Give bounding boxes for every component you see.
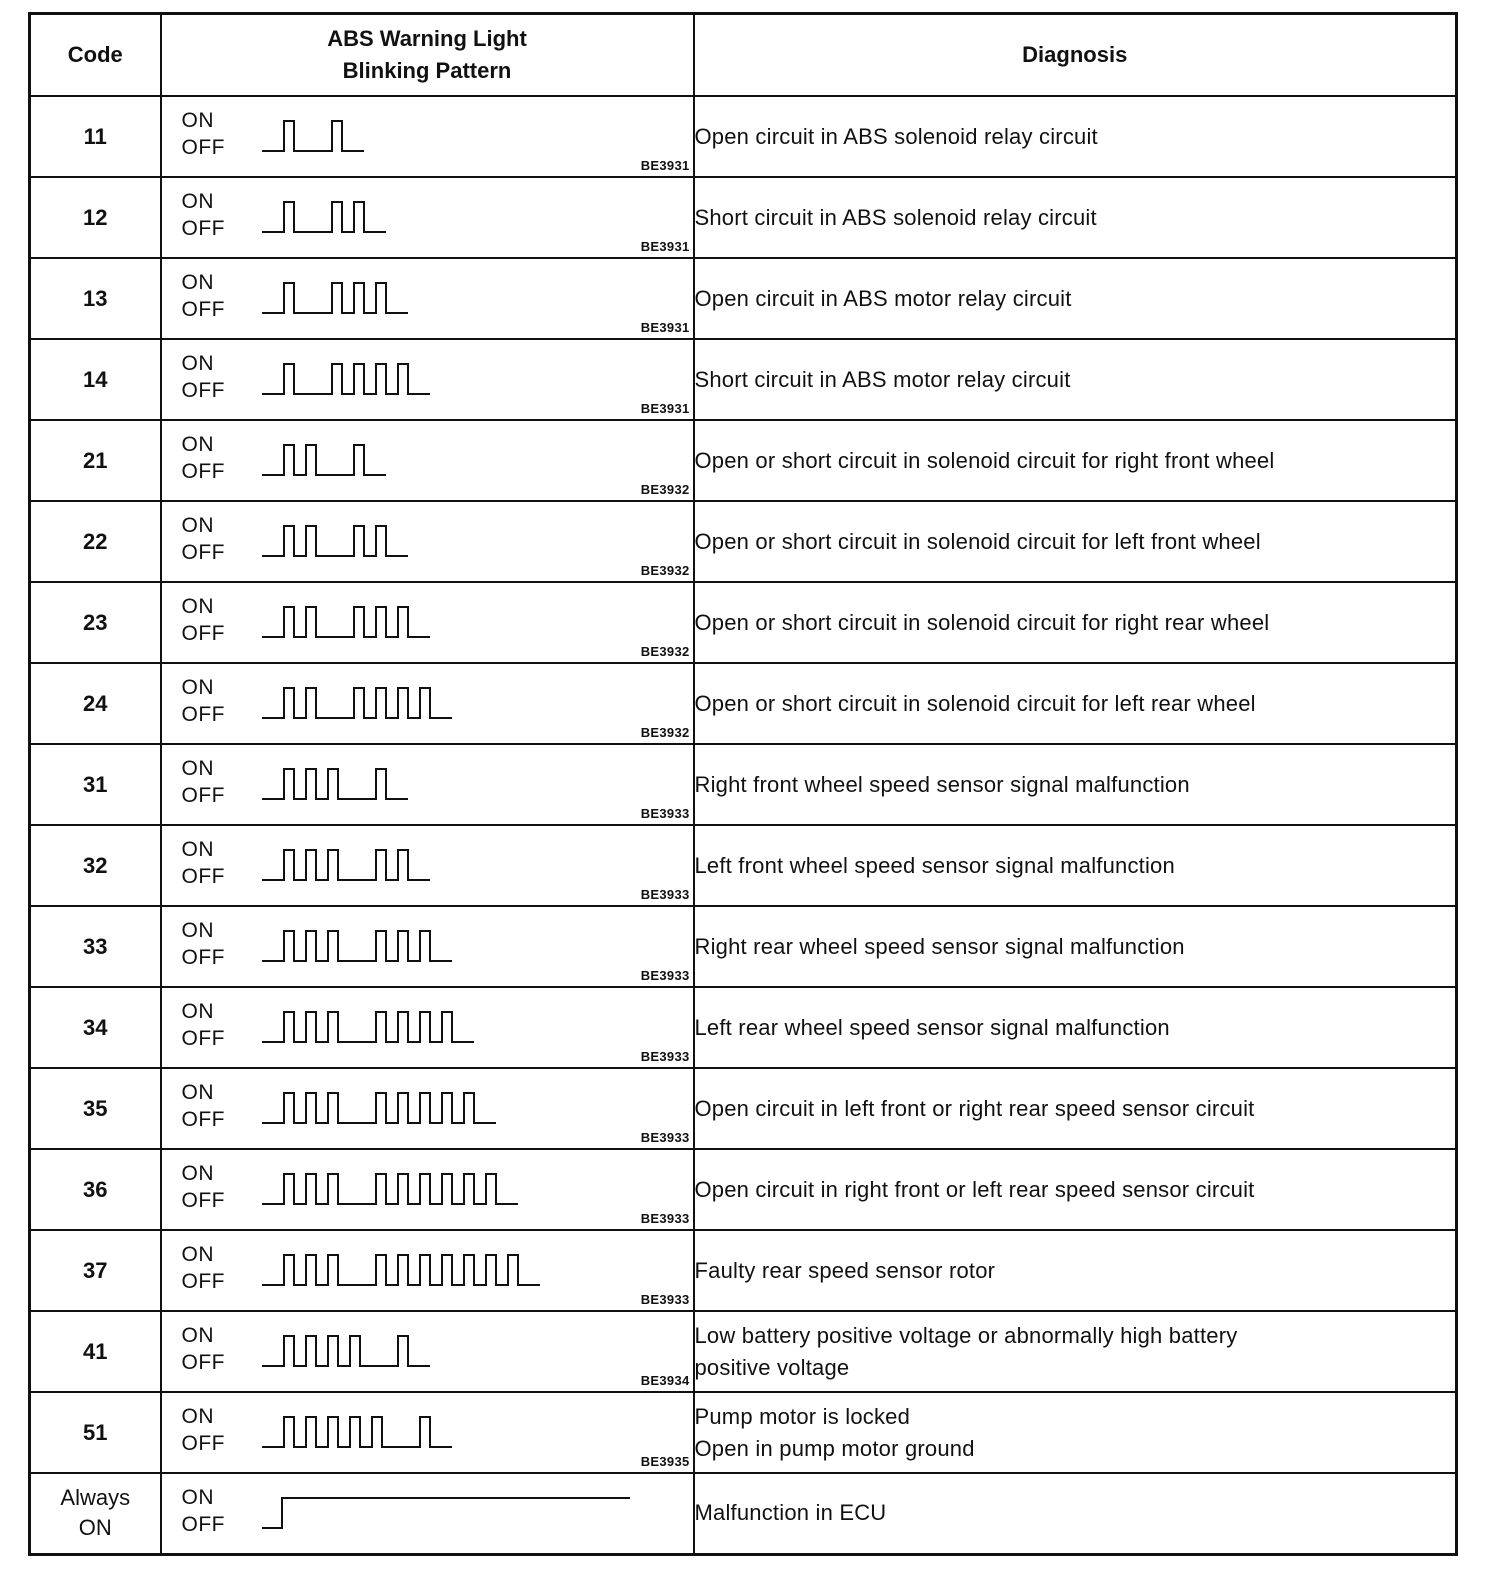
code-cell: 32: [30, 825, 161, 906]
diagnosis-text: Open or short circuit in solenoid circuit for left rear wheel: [694, 690, 1256, 716]
blink-pattern-line: [262, 202, 386, 232]
on-off-labels: [182, 755, 226, 809]
off-label: OFF: [181, 865, 225, 888]
off-label: OFF: [181, 946, 225, 969]
code-cell: 13: [30, 258, 161, 339]
blink-pattern-waveform: [262, 846, 682, 888]
on-off-labels: [182, 998, 226, 1052]
figure-ref: BE3931: [640, 320, 690, 335]
code-cell: 11: [30, 96, 161, 177]
blink-pattern-waveform: [262, 522, 682, 564]
diagnosis-cell: [694, 1230, 1457, 1311]
diagnosis-cell: [694, 1473, 1457, 1554]
code-cell: 14: [30, 339, 161, 420]
off-label: OFF: [181, 622, 225, 645]
on-off-labels: [182, 1079, 226, 1133]
diagnosis-cell: [694, 501, 1457, 582]
on-label: ON: [181, 757, 214, 780]
code-cell: 22: [30, 501, 161, 582]
code-cell: [30, 1473, 161, 1554]
on-off-labels: [182, 107, 226, 161]
on-off-labels: [182, 350, 226, 404]
figure-ref: BE3933: [640, 887, 690, 902]
on-label: ON: [181, 1324, 214, 1347]
blink-pattern-waveform: [262, 1089, 682, 1131]
pattern-cell: [161, 744, 694, 825]
table-row: [30, 501, 1457, 582]
pattern-cell: [161, 825, 694, 906]
blink-pattern-line: [262, 283, 408, 313]
on-label: ON: [181, 271, 214, 294]
diagnosis-cell: [694, 96, 1457, 177]
blink-pattern-line: [262, 931, 452, 961]
blink-pattern-waveform: [262, 117, 682, 159]
on-off-labels: [182, 1484, 226, 1538]
figure-ref: BE3935: [640, 1454, 690, 1469]
diagnosis-cell: [694, 1068, 1457, 1149]
blink-pattern-waveform: [262, 1008, 682, 1050]
diagnosis-text: Short circuit in ABS motor relay circuit: [694, 366, 1071, 392]
diagnosis-text: Open circuit in ABS motor relay circuit: [694, 285, 1072, 311]
on-label: ON: [181, 1000, 214, 1023]
on-label: ON: [181, 1162, 214, 1185]
off-label: OFF: [181, 379, 225, 402]
on-off-labels: [182, 674, 226, 728]
blink-pattern-line: [262, 445, 386, 475]
on-off-labels: [182, 1403, 226, 1457]
on-off-labels: [182, 512, 226, 566]
diagnosis-text: Open circuit in ABS solenoid relay circuit: [694, 123, 1098, 149]
pattern-cell: [161, 1392, 694, 1473]
pattern-cell: [161, 1149, 694, 1230]
figure-ref: BE3932: [640, 644, 690, 659]
on-label: ON: [181, 676, 214, 699]
on-off-labels: [182, 593, 226, 647]
pattern-cell: [161, 987, 694, 1068]
blink-pattern-line: [262, 688, 452, 718]
table-row: [30, 987, 1457, 1068]
header-row: [30, 14, 1457, 97]
table-row: [30, 744, 1457, 825]
pattern-cell: [161, 501, 694, 582]
blink-pattern-line: [262, 1255, 540, 1285]
off-label: OFF: [181, 298, 225, 321]
table-row: [30, 663, 1457, 744]
diagnosis-text: Open or short circuit in solenoid circuit for right rear wheel: [694, 609, 1270, 635]
code-cell: 35: [30, 1068, 161, 1149]
diagnosis-text: Open or short circuit in solenoid circuit for left front wheel: [694, 528, 1261, 554]
off-label: OFF: [181, 1432, 225, 1455]
table-row: [30, 420, 1457, 501]
on-off-labels: [182, 917, 226, 971]
figure-ref: BE3933: [640, 968, 690, 983]
blink-pattern-waveform: [262, 360, 682, 402]
on-off-labels: [182, 836, 226, 890]
on-off-labels: [182, 1241, 226, 1295]
table-row: [30, 258, 1457, 339]
figure-ref: BE3931: [640, 401, 690, 416]
diagnosis-cell: [694, 339, 1457, 420]
diagnosis-cell: [694, 1149, 1457, 1230]
on-label: ON: [181, 514, 214, 537]
pattern-cell: [161, 906, 694, 987]
blink-pattern-line: [262, 850, 430, 880]
blink-pattern-line: [262, 607, 430, 637]
diagnosis-text: Right front wheel speed sensor signal malfunction: [694, 771, 1190, 797]
code-cell: 24: [30, 663, 161, 744]
blink-pattern-waveform: [262, 1413, 682, 1455]
figure-ref: BE3934: [640, 1373, 690, 1388]
off-label: OFF: [181, 1270, 225, 1293]
blink-pattern-waveform: [262, 198, 682, 240]
code-cell: 37: [30, 1230, 161, 1311]
on-label: ON: [181, 352, 214, 375]
code-cell: 51: [30, 1392, 161, 1473]
on-label: ON: [181, 1081, 214, 1104]
table-row: [30, 1473, 1457, 1554]
figure-ref: BE3932: [640, 482, 690, 497]
figure-ref: BE3933: [640, 806, 690, 821]
blink-pattern-line: [262, 1336, 430, 1366]
diagnosis-text: Open circuit in left front or right rear speed sensor circuit: [694, 1095, 1255, 1121]
code-cell: 36: [30, 1149, 161, 1230]
blink-pattern-line: [262, 526, 408, 556]
off-label: OFF: [181, 784, 225, 807]
figure-ref: BE3932: [640, 563, 690, 578]
code-cell: 31: [30, 744, 161, 825]
diagnosis-cell: [694, 744, 1457, 825]
diagnosis-cell: [694, 420, 1457, 501]
table-row: [30, 1068, 1457, 1149]
diagnosis-cell: [694, 582, 1457, 663]
diagnosis-text: Malfunction in ECU: [694, 1500, 887, 1526]
diagnosis-text: Open circuit in right front or left rear speed sensor circuit: [694, 1176, 1255, 1202]
blink-pattern-waveform: [262, 1170, 682, 1212]
blink-pattern-waveform: [262, 603, 682, 645]
blink-pattern-waveform: [262, 927, 682, 969]
on-off-labels: [182, 1160, 226, 1214]
dtc-table: [28, 12, 1458, 1556]
table-row: [30, 177, 1457, 258]
on-off-labels: [182, 431, 226, 485]
pattern-cell: [161, 1311, 694, 1392]
diagnosis-text: Short circuit in ABS solenoid relay circuit: [694, 204, 1097, 230]
on-label: ON: [181, 838, 214, 861]
code-cell: 34: [30, 987, 161, 1068]
blink-pattern-line: [262, 1093, 496, 1123]
header-pattern-line2: Blinking Pattern: [342, 58, 512, 83]
blink-pattern-waveform: [262, 279, 682, 321]
on-label: ON: [181, 190, 214, 213]
blink-pattern-line: [262, 121, 364, 151]
on-label: ON: [181, 1243, 214, 1266]
on-label: ON: [181, 1486, 214, 1509]
off-label: OFF: [181, 703, 225, 726]
blink-pattern-line: [262, 1012, 474, 1042]
pattern-cell: [161, 96, 694, 177]
off-label: OFF: [181, 136, 225, 159]
diagnosis-text: Left rear wheel speed sensor signal malfunction: [694, 1014, 1170, 1040]
table-body: [30, 96, 1457, 1554]
on-label: ON: [181, 1405, 214, 1428]
figure-ref: BE3933: [640, 1292, 690, 1307]
pattern-cell: [161, 1473, 694, 1554]
off-label: OFF: [181, 1513, 225, 1536]
table-row: [30, 582, 1457, 663]
pattern-cell: [161, 663, 694, 744]
diagnosis-text: Pump motor is locked: [694, 1403, 911, 1429]
on-label: ON: [181, 595, 214, 618]
on-off-labels: [182, 1322, 226, 1376]
diagnosis-text: Left front wheel speed sensor signal malfunction: [694, 852, 1175, 878]
table-row: [30, 1392, 1457, 1473]
blink-pattern-waveform: [262, 765, 682, 807]
blink-pattern-waveform: [262, 1494, 682, 1536]
diagnosis-cell: [694, 663, 1457, 744]
diagnosis-cell: [694, 177, 1457, 258]
on-label: ON: [181, 109, 214, 132]
code-cell: 41: [30, 1311, 161, 1392]
blink-pattern-waveform: [262, 1251, 682, 1293]
diagnosis-cell: [694, 1311, 1457, 1392]
diagnosis-cell: [694, 825, 1457, 906]
blink-pattern-line: [262, 1417, 452, 1447]
table-row: [30, 906, 1457, 987]
pattern-cell: [161, 258, 694, 339]
blink-pattern-line: [262, 1174, 518, 1204]
figure-ref: BE3932: [640, 725, 690, 740]
on-label: ON: [181, 433, 214, 456]
figure-ref: BE3933: [640, 1049, 690, 1064]
header-pattern-line1: ABS Warning Light: [327, 26, 527, 51]
blink-pattern-waveform: [262, 441, 682, 483]
code-line: Always: [60, 1485, 131, 1511]
blink-pattern-line: [262, 769, 408, 799]
diagnosis-cell: [694, 906, 1457, 987]
off-label: OFF: [181, 460, 225, 483]
diagnosis-cell: [694, 987, 1457, 1068]
code-cell: 21: [30, 420, 161, 501]
table-row: [30, 1149, 1457, 1230]
figure-ref: BE3931: [640, 239, 690, 254]
on-off-labels: [182, 188, 226, 242]
pattern-cell: [161, 1068, 694, 1149]
figure-ref: BE3933: [640, 1130, 690, 1145]
table-row: [30, 825, 1457, 906]
off-label: OFF: [181, 1027, 225, 1050]
code-cell: 23: [30, 582, 161, 663]
header-diagnosis: Diagnosis: [694, 14, 1457, 97]
pattern-cell: [161, 339, 694, 420]
diagnosis-cell: [694, 258, 1457, 339]
blink-pattern-line: [262, 1498, 630, 1528]
blink-pattern-waveform: [262, 684, 682, 726]
off-label: OFF: [181, 1351, 225, 1374]
table-row: [30, 1311, 1457, 1392]
on-off-labels: [182, 269, 226, 323]
header-pattern: [161, 14, 694, 97]
table-row: [30, 1230, 1457, 1311]
diagnosis-text: Open in pump motor ground: [694, 1435, 975, 1461]
code-line: ON: [78, 1515, 112, 1541]
table-row: [30, 339, 1457, 420]
off-label: OFF: [181, 541, 225, 564]
on-label: ON: [181, 919, 214, 942]
diagnosis-text: Open or short circuit in solenoid circuit for right front wheel: [694, 447, 1275, 473]
diagnosis-text: Faulty rear speed sensor rotor: [694, 1257, 996, 1283]
pattern-cell: [161, 177, 694, 258]
off-label: OFF: [181, 217, 225, 240]
off-label: OFF: [181, 1108, 225, 1131]
pattern-cell: [161, 1230, 694, 1311]
figure-ref: BE3933: [640, 1211, 690, 1226]
code-cell: 12: [30, 177, 161, 258]
diagnosis-text: Low battery positive voltage or abnormally high battery: [694, 1322, 1238, 1348]
header-code: Code: [30, 14, 161, 97]
pattern-cell: [161, 420, 694, 501]
diagnosis-text: Right rear wheel speed sensor signal malfunction: [694, 933, 1185, 959]
blink-pattern-waveform: [262, 1332, 682, 1374]
figure-ref: BE3931: [640, 158, 690, 173]
diagnosis-text: positive voltage: [694, 1354, 850, 1380]
diagnosis-cell: [694, 1392, 1457, 1473]
off-label: OFF: [181, 1189, 225, 1212]
pattern-cell: [161, 582, 694, 663]
code-cell: 33: [30, 906, 161, 987]
table-row: [30, 96, 1457, 177]
blink-pattern-line: [262, 364, 430, 394]
